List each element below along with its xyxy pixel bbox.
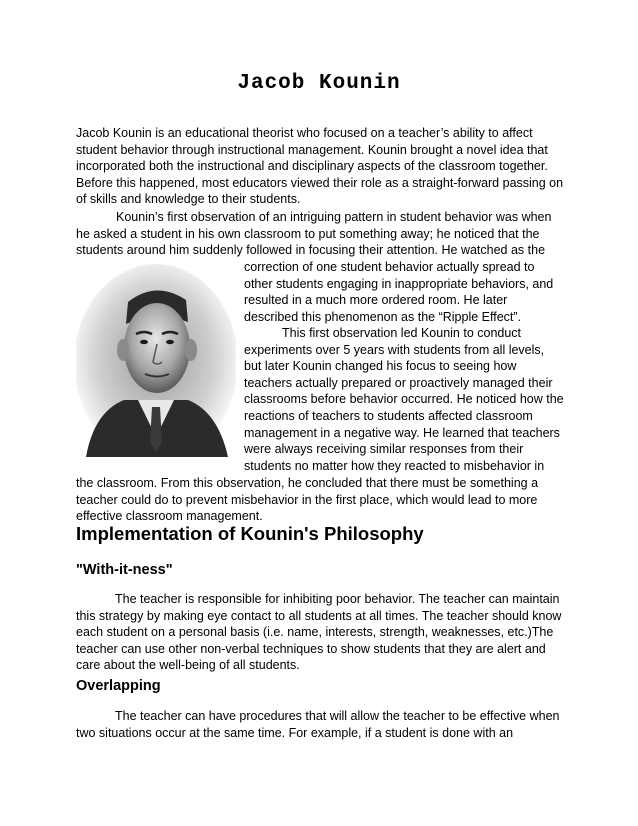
experiments-line: teacher could do to prevent misbehavior in the first place, which would lead to more (76, 492, 538, 507)
intro-paragraph (76, 125, 562, 208)
observation-wrap-line: resulted in a much more ordered room. He later (244, 293, 508, 308)
withitness-line: this strategy by making eye contact to all students at all times. The teacher should know (76, 608, 562, 623)
experiments-wrap-line: experiments over 5 years with students from all levels, (244, 342, 545, 357)
portrait-photo-icon (76, 262, 236, 457)
withitness-line: each student on a personal basis (i.e. name, interests, strength, weaknesses, etc.)The (76, 625, 554, 640)
observation-wrap-line: other students engaging in inappropriate behaviors, and (244, 276, 554, 291)
observation-wrap-line: described this phenomenon as the “Ripple Effect”. (244, 309, 522, 324)
intro-line: student behavior through instructional management. Kounin brought a novel idea that (76, 142, 548, 157)
overlapping-line: The teacher can have procedures that will allow the teacher to be effective when (115, 709, 560, 723)
intro-line: incorporated both the instructional and disciplinary aspects of the classroom together. (76, 159, 548, 174)
observation-line: students around him suddenly followed in focusing their attention. He watched as the (76, 243, 546, 258)
experiments-line: effective classroom management. (76, 509, 263, 524)
experiments-wrap-line: classrooms before behavior occurred. He noticed how the (244, 392, 564, 407)
experiments-wrap-line: teachers actually prepared or proactively managed their (244, 375, 553, 390)
observation-paragraph (76, 209, 562, 259)
experiments-paragraph (76, 475, 562, 525)
withitness-paragraph (76, 591, 562, 674)
experiments-wrap-paragraph (244, 325, 564, 474)
withitness-heading: "With-it-ness" (76, 562, 173, 578)
overlapping-paragraph (76, 708, 562, 741)
experiments-line: the classroom. From this observation, he concluded that there must be something a (76, 476, 539, 490)
experiments-wrap-line: This first observation led Kounin to conduct (282, 326, 522, 340)
experiments-wrap-line: students no matter how they reacted to misbehavior in (244, 458, 545, 473)
intro-line: of skills and knowledge to their students. (76, 192, 301, 207)
section-heading: Implementation of Kounin's Philosophy (76, 523, 424, 544)
overlapping-heading: Overlapping (76, 678, 161, 694)
observation-line: he asked a student in his own classroom to put something away; he noticed that the (76, 226, 540, 241)
withitness-line: The teacher is responsible for inhibiting poor behavior. The teacher can maintain (115, 592, 560, 606)
experiments-wrap-line: but later Kounin changed his focus to seeing how (244, 359, 517, 374)
page-title: Jacob Kounin (237, 72, 401, 95)
overlapping-line: two situations occur at the same time. For example, if a student is done with an (76, 725, 514, 740)
observation-wrap-line: correction of one student behavior actually spread to (244, 260, 535, 274)
experiments-wrap-line: management in a negative way. He learned that teachers (244, 425, 560, 440)
observation-line: Kounin’s first observation of an intriguing pattern in student behavior was when (116, 210, 552, 224)
observation-wrap-paragraph (244, 259, 564, 325)
experiments-wrap-line: reactions of teachers to students affected classroom (244, 408, 533, 423)
withitness-line: teacher can use other non-verbal techniques to show students that they are alert and (76, 641, 546, 656)
intro-line: Jacob Kounin is an educational theorist who focused on a teacher’s ability to affect (76, 126, 533, 140)
intro-line: Before this happened, most educators viewed their role as a straight-forward passing on (76, 175, 564, 190)
experiments-wrap-line: were always receiving similar responses from their (244, 442, 524, 457)
withitness-line: care about the well-being of all students. (76, 658, 300, 673)
